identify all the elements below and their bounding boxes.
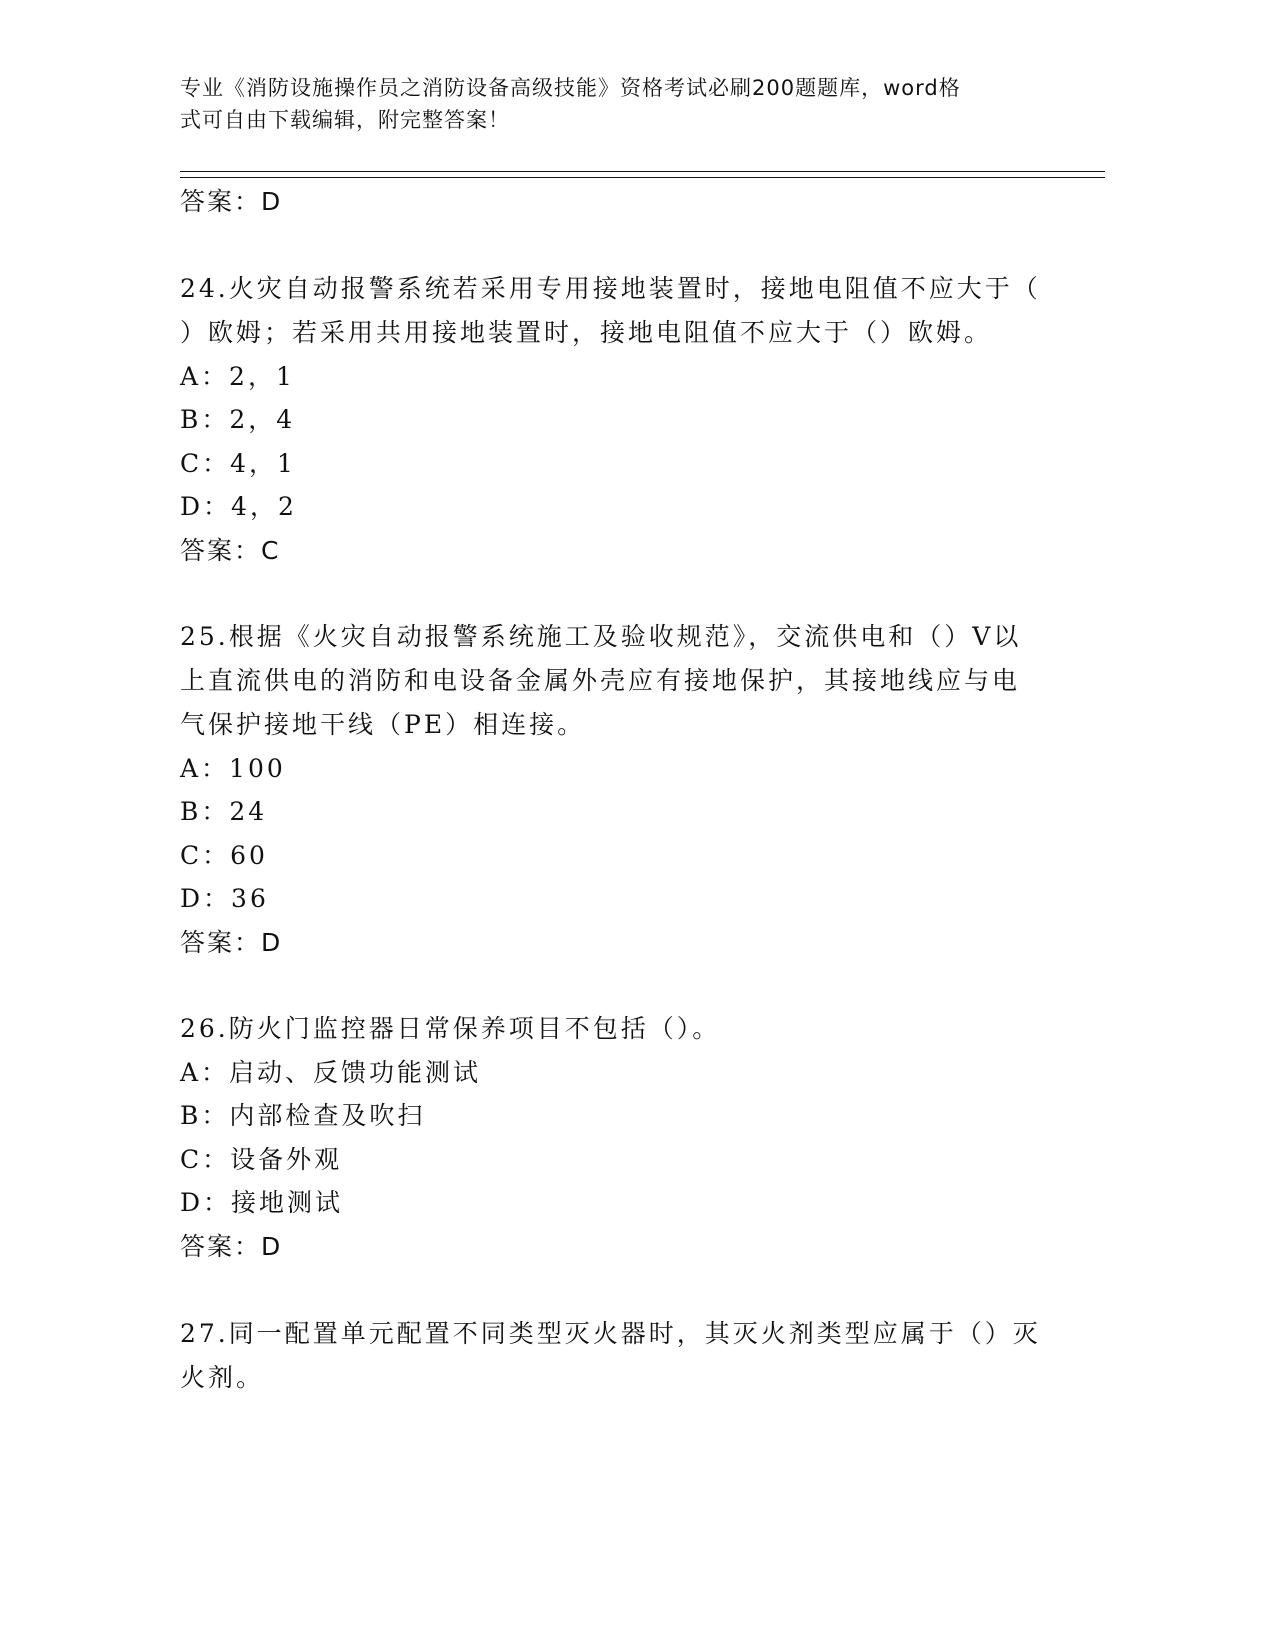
question-26-option-d: D：接地测试 [180,1188,344,1217]
question-25-answer: 答案：D [180,928,283,957]
question-24-option-c: C：4，1 [180,449,296,478]
question-25-option-a: A：100 [180,754,286,783]
header-line-2: 式可自由下载编辑，附完整答案！ [180,108,510,132]
document-header [180,72,1040,136]
question-26-option-a: A：启动、反馈功能测试 [180,1058,482,1087]
question-24-answer: 答案：C [180,536,281,565]
question-26-option-c: C：设备外观 [180,1145,343,1174]
question-24-text-line-2: ）欧姆；若采用共用接地装置时，接地电阻值不应大于（）欧姆。 [180,318,993,347]
question-26-answer: 答案：D [180,1232,283,1261]
question-25-text-line-1: 25.根据《火灾自动报警系统施工及验收规范》，交流供电和（）V以 [180,622,1022,651]
header-line-1: 专业《消防设施操作员之消防设备高级技能》资格考试必刷200题题库，word格 [180,76,961,100]
question-25-option-c: C：60 [180,841,268,870]
question-24-option-a: A：2，1 [180,362,295,391]
question-27-text-line-2: 火剂。 [180,1363,265,1392]
question-25-text-line-3: 气保护接地干线（PE）相连接。 [180,710,586,739]
question-27-text-line-1: 27.同一配置单元配置不同类型灭火器时，其灭火剂类型应属于（）灭 [180,1319,1041,1348]
question-24-text-line-1: 24.火灾自动报警系统若采用专用接地装置时，接地电阻值不应大于（ [180,274,1041,303]
question-25-option-d: D：36 [180,884,269,913]
question-26-option-b: B：内部检查及吹扫 [180,1101,426,1130]
question-25-option-b: B：24 [180,797,268,826]
question-26-text-line-1: 26.防火门监控器日常保养项目不包括（）。 [180,1014,721,1043]
header-divider-top [180,171,1105,172]
question-24-option-d: D：4，2 [180,492,297,521]
header-divider-bottom [180,177,1105,178]
previous-answer: 答案：D [180,187,283,216]
question-25-text-line-2: 上直流供电的消防和电设备金属外壳应有接地保护，其接地线应与电 [180,666,1021,695]
question-24-option-b: B：2，4 [180,405,296,434]
